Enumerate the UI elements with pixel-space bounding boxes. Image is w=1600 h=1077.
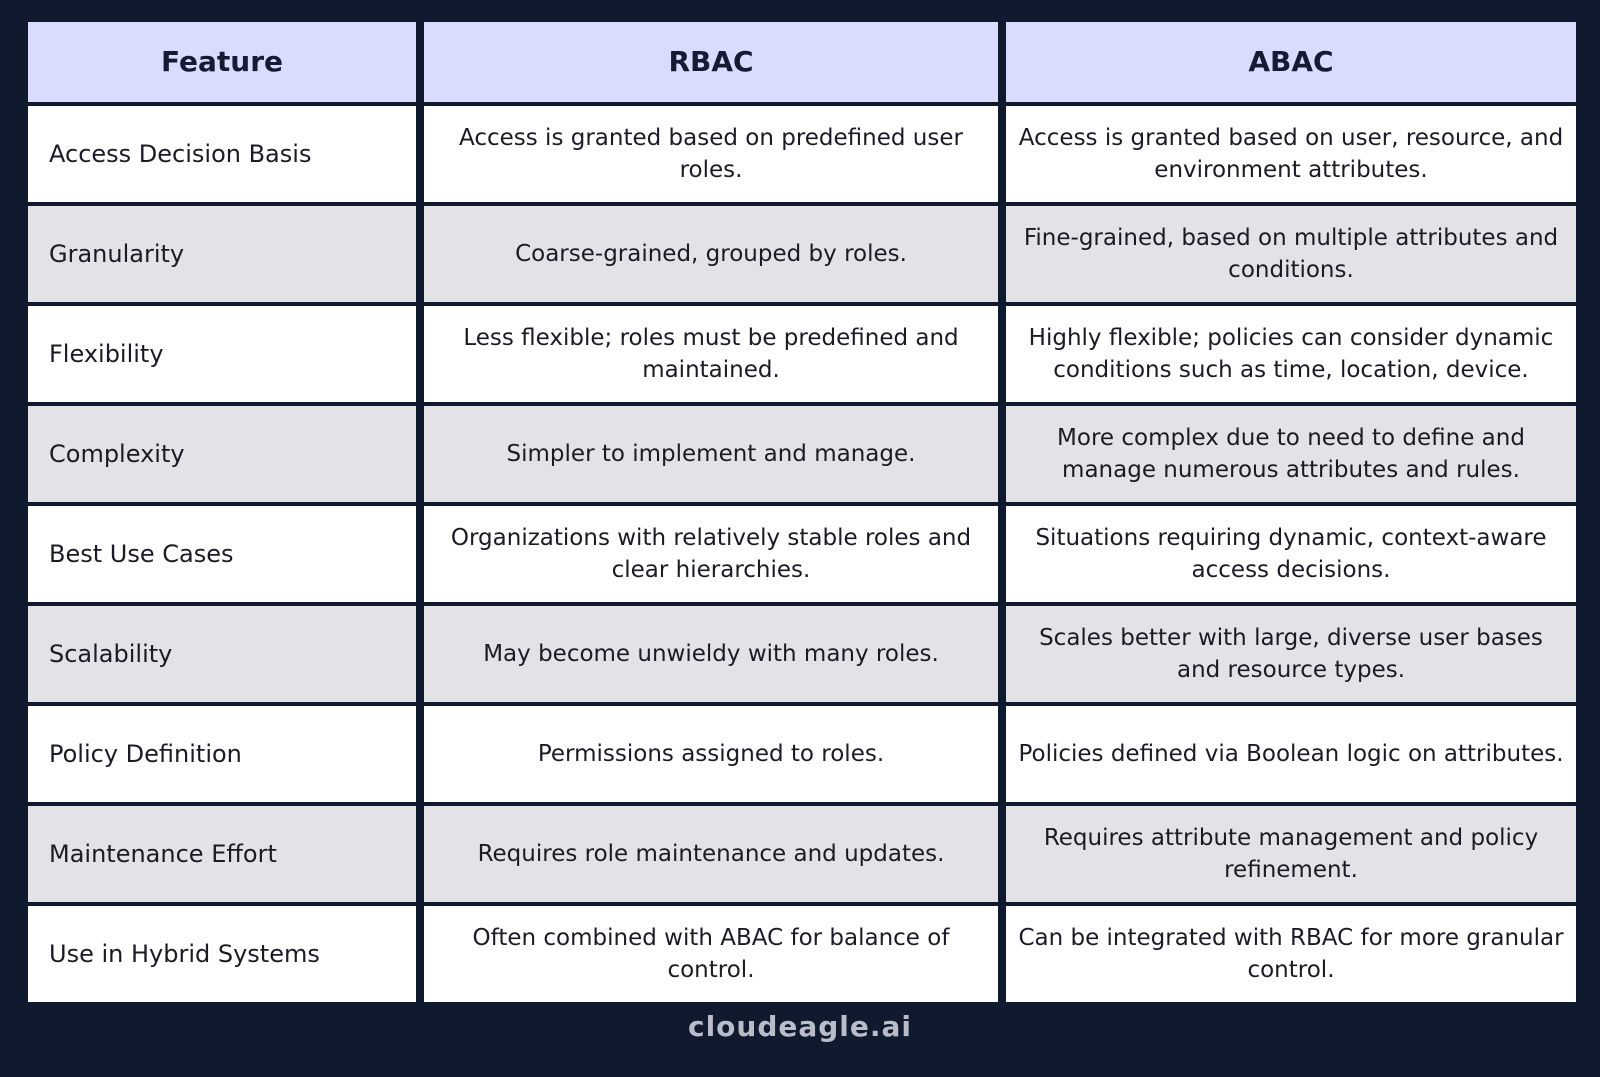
row-rbac-complexity: Simpler to implement and manage. xyxy=(424,406,998,502)
row-abac-policy-definition: Policies defined via Boolean logic on attributes. xyxy=(1006,706,1576,802)
row-feature-policy-definition: Policy Definition xyxy=(28,706,416,802)
row-abac-best-use-cases: Situations requiring dynamic, context-aware access decisions. xyxy=(1006,506,1576,602)
row-rbac-maintenance-effort: Requires role maintenance and updates. xyxy=(424,806,998,902)
header-abac: ABAC xyxy=(1006,22,1576,102)
row-rbac-best-use-cases: Organizations with relatively stable roles and clear hierarchies. xyxy=(424,506,998,602)
row-feature-granularity: Granularity xyxy=(28,206,416,302)
row-feature-access-decision-basis: Access Decision Basis xyxy=(28,106,416,202)
row-feature-use-in-hybrid-systems: Use in Hybrid Systems xyxy=(28,906,416,1002)
row-rbac-use-in-hybrid-systems: Often combined with ABAC for balance of control. xyxy=(424,906,998,1002)
row-feature-scalability: Scalability xyxy=(28,606,416,702)
row-rbac-access-decision-basis: Access is granted based on predefined user roles. xyxy=(424,106,998,202)
row-feature-complexity: Complexity xyxy=(28,406,416,502)
row-abac-access-decision-basis: Access is granted based on user, resource, and environment attributes. xyxy=(1006,106,1576,202)
row-abac-maintenance-effort: Requires attribute management and policy refinement. xyxy=(1006,806,1576,902)
row-rbac-flexibility: Less flexible; roles must be predefined and maintained. xyxy=(424,306,998,402)
row-feature-flexibility: Flexibility xyxy=(28,306,416,402)
row-abac-use-in-hybrid-systems: Can be integrated with RBAC for more granular control. xyxy=(1006,906,1576,1002)
header-rbac: RBAC xyxy=(424,22,998,102)
row-feature-maintenance-effort: Maintenance Effort xyxy=(28,806,416,902)
row-abac-granularity: Fine-grained, based on multiple attributes and conditions. xyxy=(1006,206,1576,302)
row-rbac-scalability: May become unwieldy with many roles. xyxy=(424,606,998,702)
row-rbac-granularity: Coarse-grained, grouped by roles. xyxy=(424,206,998,302)
brand-watermark: cloudeagle.ai xyxy=(687,1009,913,1043)
row-feature-best-use-cases: Best Use Cases xyxy=(28,506,416,602)
row-rbac-policy-definition: Permissions assigned to roles. xyxy=(424,706,998,802)
header-feature: Feature xyxy=(28,22,416,102)
comparison-table xyxy=(28,22,1576,1002)
row-abac-complexity: More complex due to need to define and manage numerous attributes and rules. xyxy=(1006,406,1576,502)
row-abac-scalability: Scales better with large, diverse user bases and resource types. xyxy=(1006,606,1576,702)
row-abac-flexibility: Highly flexible; policies can consider dynamic conditions such as time, location, device. xyxy=(1006,306,1576,402)
